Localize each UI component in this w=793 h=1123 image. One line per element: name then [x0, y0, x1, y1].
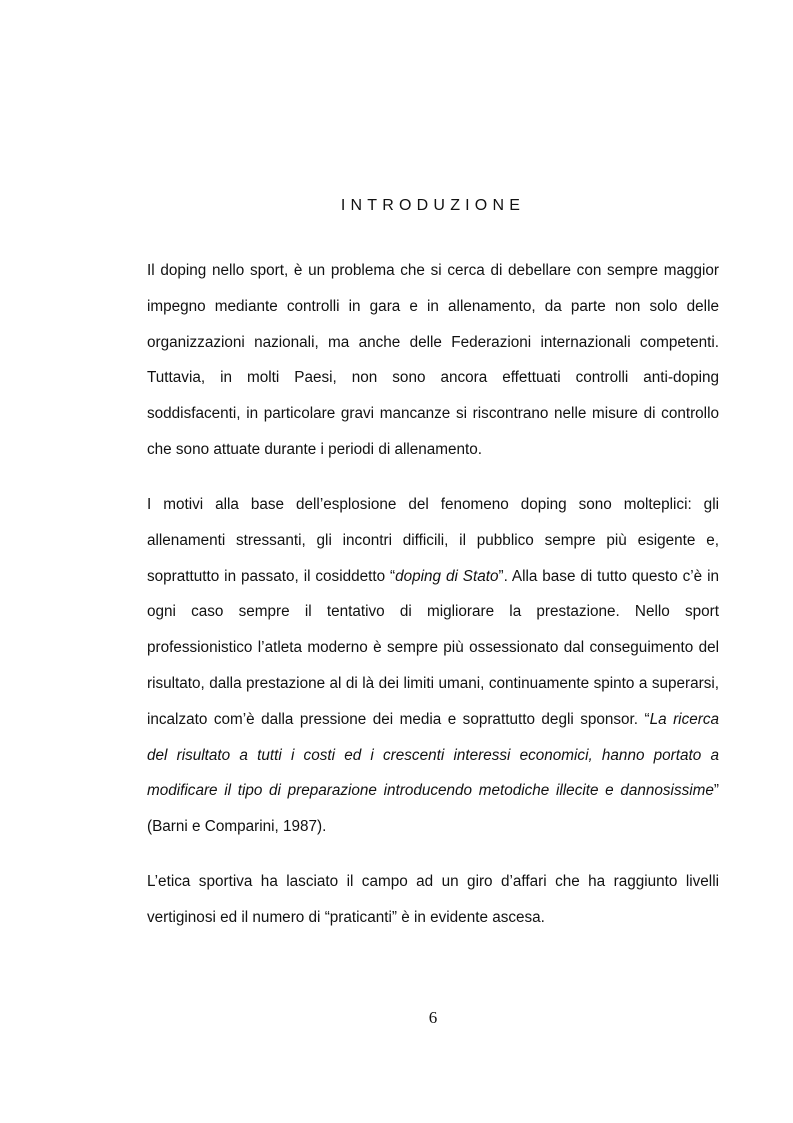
paragraph-2-italic-1: doping di Stato — [395, 567, 499, 585]
paragraph-2 — [147, 487, 719, 845]
paragraph-2-text-2: ”. Alla base di tutto questo c’è in ogni caso sempre il tentativo di migliorare la prestazione. Nello sport professionistico l’atleta moderno è sempre più ossessionato dal conseguimento del risultato, dalla prestazione al di là dei limiti umani, continuamente spinto a superarsi, incalzato com’è dalla pressione dei media e soprattutto degli sponsor. “ — [147, 567, 719, 728]
page-number: 6 — [428, 1008, 438, 1027]
paragraph-2-quote: La ricerca del risultato a tutti i costi ed i crescenti interessi economici, hanno portato a modificare il tipo di preparazione introducendo metodiche illecite e dannosissime — [147, 710, 719, 800]
paragraph-2-text-3: ” (Barni e Comparini, 1987). — [147, 782, 719, 836]
paragraph-2-text-1: I motivi alla base dell’esplosione del fenomeno doping sono molteplici: gli allenamenti stressanti, gli incontri difficili, il pubblico sempre più esigente e, soprattutto in passato, il cosiddetto “ — [147, 496, 719, 585]
chapter-heading: INTRODUZIONE — [340, 197, 526, 214]
paragraph-1: Il doping nello sport, è un problema che si cerca di debellare con sempre maggior impegno mediante controlli in gara e in allenamento, da parte non solo delle organizzazioni nazionali, ma anche delle Federazioni internazionali competenti. Tuttavia, in molti Paesi, non sono ancora effettuati controlli anti-doping soddisfacenti, in particolare gravi mancanze si riscontrano nelle misure di controllo che sono attuate durante i periodi di allenamento. — [147, 262, 719, 458]
paragraph-3: L’etica sportiva ha lasciato il campo ad un giro d’affari che ha raggiunto livelli vertiginosi ed il numero di “praticanti” è in evidente ascesa. — [147, 873, 719, 926]
